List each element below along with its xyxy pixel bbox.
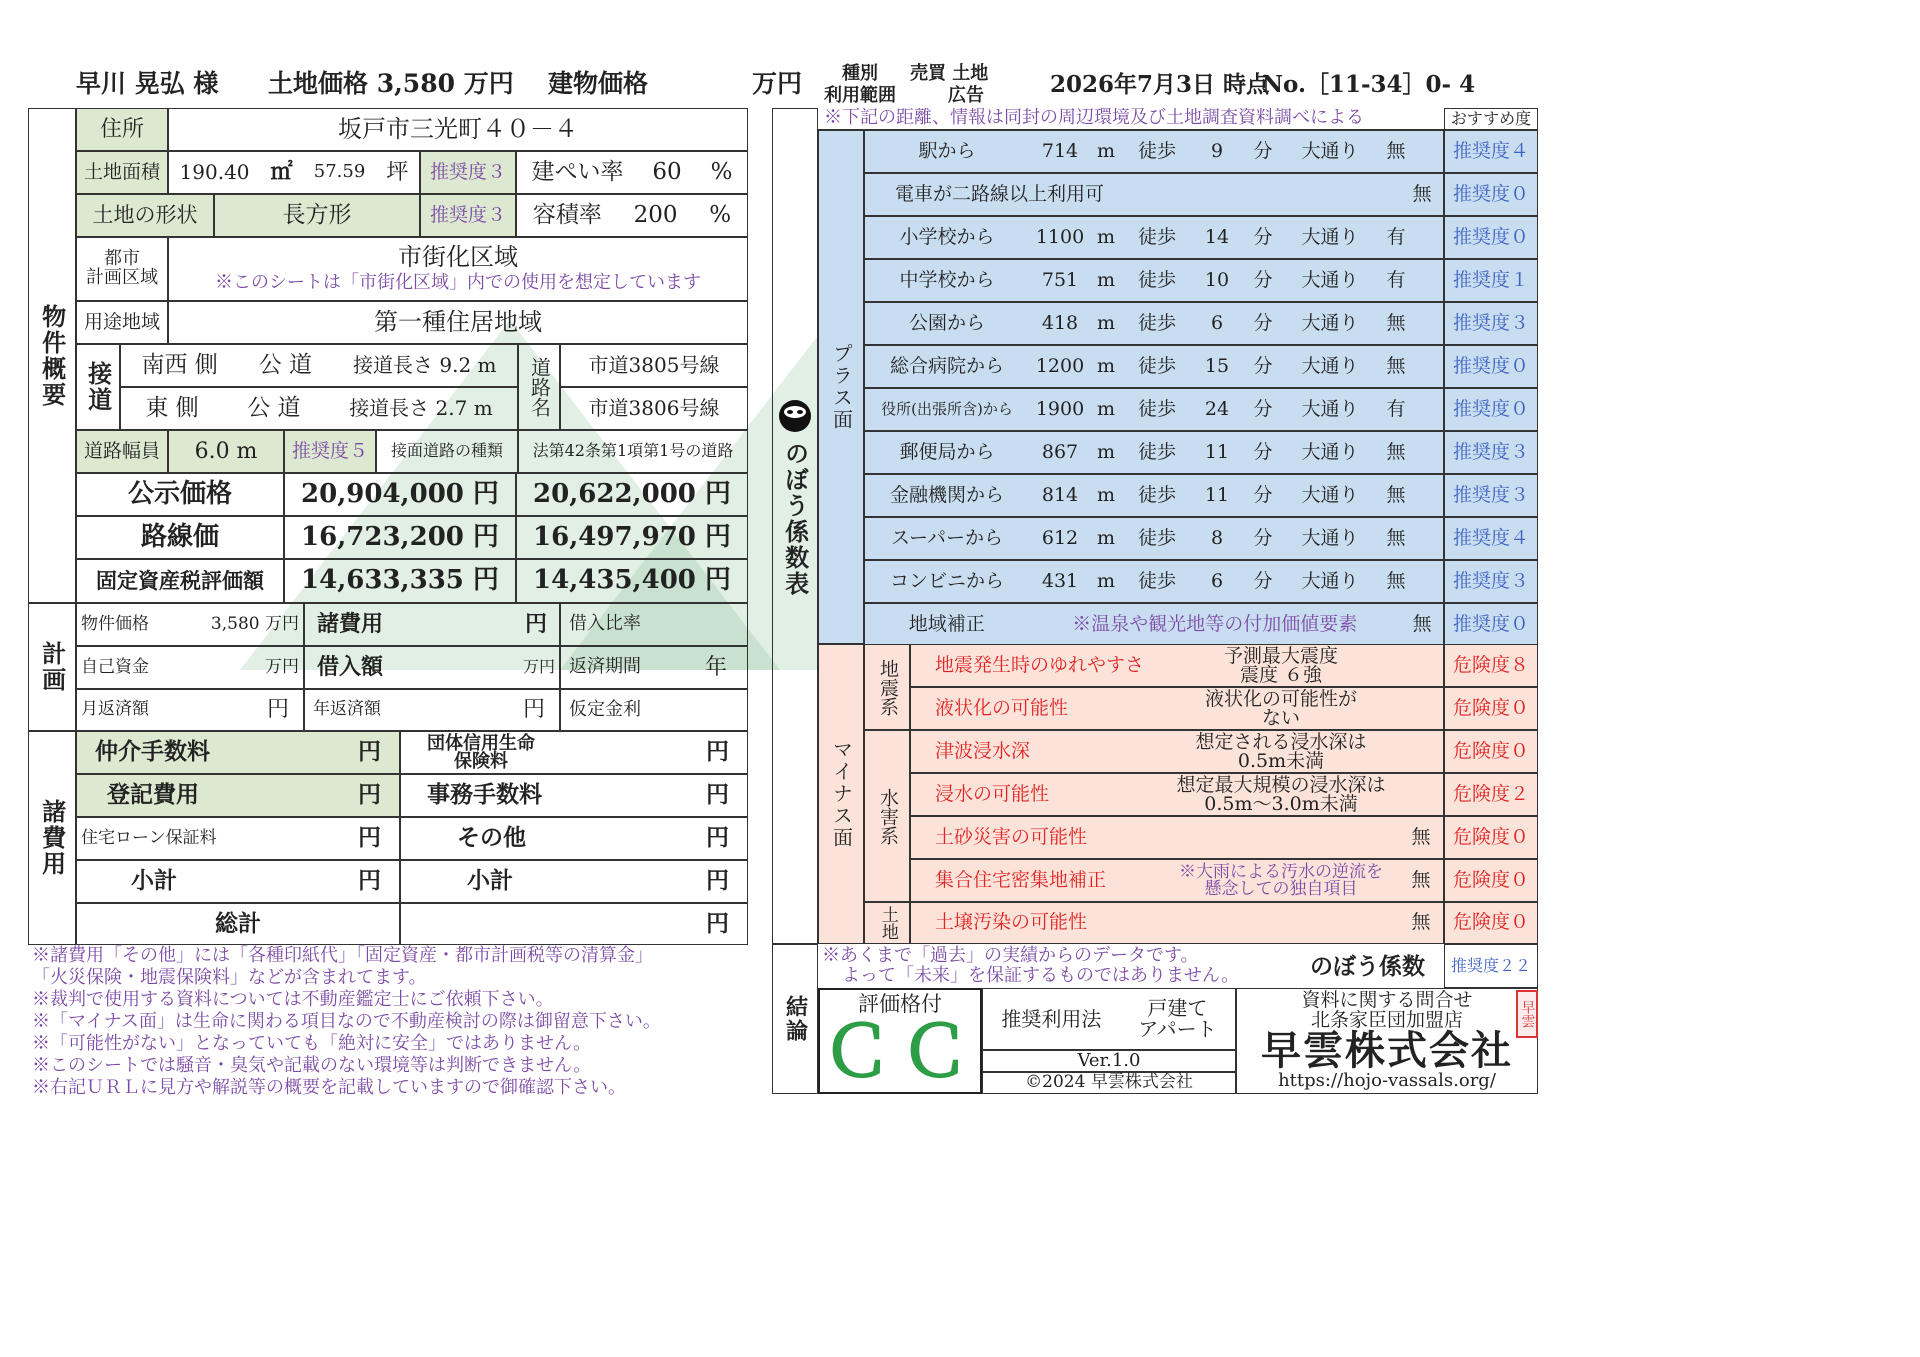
dantai-label: 団体信用生命 保険料	[427, 732, 535, 772]
sonota-cell	[400, 817, 748, 860]
chukai-cell	[76, 731, 400, 774]
plus-row-minutes: 24	[1204, 397, 1230, 420]
own-funds-unit: 万円	[265, 656, 299, 677]
nobo-coefficient-label: のぼう係数	[1310, 953, 1425, 980]
plus-row-name: 電車が二路線以上利用可	[895, 182, 1105, 205]
note-line: 「火災保険・地震保険料」などが含まれてます。	[32, 967, 427, 988]
company-name: 早雲株式会社	[1261, 1027, 1513, 1075]
chukai-unit: 円	[358, 738, 381, 766]
subtotal-left-unit: 円	[358, 867, 381, 895]
far-label: 容積率	[532, 202, 602, 229]
land-area-rec: 推奨度３	[420, 151, 516, 194]
plus-row-distance: 751	[1041, 268, 1079, 291]
kotei-label: 固定資産税評価額	[76, 559, 284, 603]
use-value: 広告	[948, 85, 984, 106]
land-area-tsubo: 57.59	[313, 161, 366, 183]
plus-row-rec: 推奨度０	[1444, 345, 1538, 388]
plus-row-walk-label: 徒歩	[1137, 354, 1176, 377]
plus-row-name: 総合病院から	[889, 354, 1004, 377]
minus-row-name: 津波浸水深	[935, 739, 1031, 762]
plus-row-walk-label: 徒歩	[1137, 569, 1176, 592]
minus-row-has: 無	[1411, 868, 1431, 891]
usage-value: 戸建て アパート	[1138, 996, 1217, 1041]
chukai-label: 仲介手数料	[95, 738, 210, 766]
plus-row-min-unit: 分	[1253, 526, 1273, 549]
plus-row-road: 大通り	[1301, 569, 1359, 592]
plus-row-name: 地域補正	[908, 612, 985, 635]
minus-row-name: 土壌汚染の可能性	[935, 911, 1088, 934]
city-plan-label: 都市 計画区域	[76, 237, 168, 301]
plus-row-walk-label: 徒歩	[1137, 526, 1176, 549]
period-label: 返済期間	[569, 656, 641, 678]
plus-row-m-unit: m	[1096, 440, 1116, 463]
plus-row-minutes: 6	[1210, 569, 1224, 592]
bcr-label: 建ぺい率	[531, 159, 624, 186]
plus-row-walk-label: 徒歩	[1137, 268, 1176, 291]
plus-row	[864, 345, 1444, 388]
plus-row-has: 無	[1412, 612, 1432, 635]
plus-row-road: 大通り	[1301, 483, 1359, 506]
monthly-unit: 円	[266, 697, 289, 723]
subtotal-right-label: 小計	[467, 867, 513, 895]
shohiyo-label: 諸費用	[317, 610, 384, 637]
plus-row-distance: 814	[1041, 483, 1079, 506]
minus-row	[910, 816, 1444, 859]
road2-name: 市道3806号線	[560, 387, 748, 430]
usage-box	[982, 988, 1236, 1050]
plus-row-min-unit: 分	[1253, 483, 1273, 506]
hosho-label: 住宅ローン保証料	[81, 827, 217, 848]
plus-row-distance: 612	[1041, 526, 1079, 549]
minus-row-info: 予測最大震度 震度 ６強	[1223, 644, 1338, 686]
total-unit: 円	[706, 909, 729, 937]
bottom-note-2: よって「未来」を保証するものではありません。	[842, 965, 1240, 986]
minus-row-rec: 危険度０	[1444, 902, 1538, 944]
plus-row-m-unit: m	[1096, 397, 1116, 420]
minus-row-has: 無	[1411, 911, 1431, 934]
monthly-label: 月返済額	[81, 699, 149, 720]
nobo-title-column	[772, 108, 818, 944]
minus-row	[910, 859, 1444, 902]
zoning-label: 用途地域	[76, 301, 168, 344]
minus-row-rec: 危険度０	[1444, 859, 1538, 902]
plus-row-name: コンビニから	[889, 569, 1004, 592]
period-unit: 年	[704, 654, 727, 680]
jimu-label: 事務手数料	[427, 781, 542, 809]
zoning-value: 第一種住居地域	[168, 301, 748, 344]
plus-row-has: 無	[1386, 569, 1406, 592]
plus-row-distance: 431	[1041, 569, 1079, 592]
road1-cell	[120, 344, 518, 387]
plus-row-min-unit: 分	[1253, 139, 1273, 162]
subtotal-left-cell	[76, 860, 400, 903]
shohiyo-cell	[304, 603, 560, 646]
plus-row	[864, 259, 1444, 302]
shape-value: 長方形	[214, 194, 420, 237]
plus-row-rec: 推奨度３	[1444, 474, 1538, 517]
bukken-cell	[76, 603, 304, 646]
road-name-label: 道路名	[518, 344, 560, 430]
plus-row-name: 役所(出張所含)から	[881, 399, 1013, 418]
plus-row-min-unit: 分	[1253, 397, 1273, 420]
suigai-label: 水害系	[864, 730, 910, 902]
bcr-cell	[516, 151, 748, 194]
road1-length: 接道長さ 9.2 m	[353, 353, 497, 377]
plus-row-distance: 1100	[1035, 225, 1085, 248]
plus-row-m-unit: m	[1096, 311, 1116, 334]
city-plan-value: 市街化区域	[398, 242, 518, 271]
minus-row-rec: 危険度２	[1444, 773, 1538, 816]
shape-label: 土地の形状	[76, 194, 214, 237]
own-funds-cell	[76, 646, 304, 689]
rate-label: 仮定金利	[560, 689, 748, 731]
plus-row-name: 駅から	[918, 139, 976, 162]
plus-row	[864, 517, 1444, 560]
minus-row	[910, 687, 1444, 730]
land-area-m2: 190.40	[179, 160, 250, 184]
as-of-date: 2026年7月3日 時点	[1050, 71, 1270, 98]
land-area-value	[168, 151, 420, 194]
plus-row-has: 無	[1386, 311, 1406, 334]
note-line: ※右記ＵＲＬに見方や解説等の概要を記載していますので御確認下さい。	[32, 1077, 626, 1098]
plus-row-has: 無	[1412, 182, 1432, 205]
plus-row-distance: 1200	[1035, 354, 1085, 377]
borrow-ratio-label: 借入比率	[560, 603, 748, 646]
far-cell	[516, 194, 748, 237]
annual-cell	[304, 689, 560, 731]
subtotal-right-cell	[400, 860, 748, 903]
plus-row	[864, 216, 1444, 259]
plus-label: プラス面	[818, 130, 864, 644]
minus-row-info: 想定される浸水深は 0.5m未満	[1195, 730, 1367, 772]
section-shohiyo: 諸費用	[28, 731, 76, 945]
plus-row-distance: 714	[1041, 139, 1079, 162]
far-value: 200	[633, 202, 678, 229]
use-label: 利用範囲	[824, 85, 896, 106]
plus-row-rec: 推奨度０	[1444, 388, 1538, 431]
plus-row-road: 大通り	[1301, 354, 1359, 377]
minus-row-name: 集合住宅密集地補正	[935, 868, 1107, 891]
customer-name: 早川 晃弘 様	[76, 69, 219, 98]
minus-row-has: 無	[1411, 825, 1431, 848]
minus-row-rec: 危険度０	[1444, 730, 1538, 773]
plus-row-rec: 推奨度３	[1444, 431, 1538, 474]
company-seal: 早雲	[1516, 990, 1538, 1038]
subtotal-left-label: 小計	[131, 867, 177, 895]
left-notes	[32, 945, 661, 1099]
toki-label: 登記費用	[107, 781, 199, 809]
road-kind-value: 法第42条第1項第1号の道路	[518, 430, 748, 473]
far-pct: %	[709, 202, 732, 229]
plus-row-min-unit: 分	[1253, 354, 1273, 377]
minus-row-rec: 危険度８	[1444, 644, 1538, 687]
plus-row-distance: 867	[1041, 440, 1079, 463]
nobo-coefficient-rec: 推奨度２２	[1444, 944, 1538, 988]
land-price: 土地価格 3,580 万円	[268, 69, 514, 98]
kind-label: 種別	[842, 63, 878, 84]
bcr-pct: %	[710, 159, 733, 186]
minus-row-name: 土砂災害の可能性	[935, 825, 1088, 848]
plus-row-minutes: 6	[1210, 311, 1224, 334]
plus-row-m-unit: m	[1096, 354, 1116, 377]
contact-line-1: 資料に関する問合せ	[1301, 988, 1473, 1011]
plus-row-name: 金融機関から	[889, 483, 1004, 506]
note-line: ※「マイナス面」は生命に関わる項目なので不動産検討の際は御留意下さい。	[32, 1011, 661, 1032]
plus-row-min-unit: 分	[1253, 440, 1273, 463]
kind-value: 売買 土地	[910, 63, 989, 84]
plus-row	[864, 603, 1444, 646]
road1-name: 市道3805号線	[560, 344, 748, 387]
unit-m2: ㎡	[270, 158, 293, 185]
plus-row-walk-label: 徒歩	[1137, 440, 1176, 463]
usage-label: 推奨利用法	[1001, 1006, 1102, 1031]
note-line: ※裁判で使用する資料については不動産鑑定士にご依頼下さい。	[32, 989, 554, 1010]
plus-row-road: 大通り	[1301, 311, 1359, 334]
plus-row-road: 大通り	[1301, 440, 1359, 463]
road-kind-label: 接面道路の種類	[376, 430, 518, 473]
minus-row-name: 地震発生時のゆれやすさ	[935, 653, 1145, 676]
top-note: ※下記の距離、情報は同封の周辺環境及び土地調査資料調べによる	[818, 108, 1444, 130]
plus-row-minutes: 9	[1210, 139, 1224, 162]
nobo-title: のぼう係数表	[780, 441, 810, 597]
plus-row-m-unit: m	[1096, 225, 1116, 248]
grade-value: ＣＣ	[822, 1010, 978, 1094]
shohiyo-unit: 円	[524, 610, 547, 637]
toki-unit: 円	[358, 781, 381, 809]
plus-row-rec: 推奨度０	[1444, 603, 1538, 646]
plus-row-rec: 推奨度０	[1444, 173, 1538, 216]
plus-row-name: 中学校から	[899, 268, 995, 291]
road2-cell	[120, 387, 518, 430]
plus-row-has: 無	[1386, 354, 1406, 377]
plus-row-distance: 418	[1041, 311, 1079, 334]
dojo-label: 土地	[864, 902, 910, 944]
minus-row-rec: 危険度０	[1444, 816, 1538, 859]
plus-row-minutes: 10	[1204, 268, 1230, 291]
plus-row-note: ※温泉や観光地等の付加価値要素	[1072, 612, 1358, 635]
bukken-label: 物件価格	[81, 613, 149, 634]
plus-row-rec: 推奨度４	[1444, 130, 1538, 173]
building-price-unit: 万円	[752, 69, 803, 98]
minus-row-name: 液状化の可能性	[935, 696, 1069, 719]
plus-row-road: 大通り	[1301, 225, 1359, 248]
plus-row-has: 有	[1386, 225, 1406, 248]
annual-label: 年返済額	[313, 699, 381, 720]
rosen-value-1: 16,723,200 円	[284, 516, 516, 559]
plus-row-has: 無	[1386, 139, 1406, 162]
plus-row-minutes: 11	[1204, 440, 1230, 463]
note-line: ※「可能性がない」となっていても「絶対に安全」ではありません。	[32, 1033, 592, 1054]
minus-row	[910, 773, 1444, 816]
plus-row-walk-label: 徒歩	[1137, 483, 1176, 506]
shape-rec: 推奨度３	[420, 194, 516, 237]
copyright: ©2024 早雲株式会社	[982, 1072, 1236, 1094]
plus-row-road: 大通り	[1301, 526, 1359, 549]
bukken-value: 3,580 万円	[210, 613, 299, 634]
ketsuron-label: 結論	[772, 944, 818, 1094]
plus-row-rec: 推奨度３	[1444, 302, 1538, 345]
road-width-value: 6.0 m	[168, 430, 284, 473]
plus-row-rec: 推奨度０	[1444, 216, 1538, 259]
plus-row-road: 大通り	[1301, 268, 1359, 291]
plus-row-m-unit: m	[1096, 483, 1116, 506]
hosho-cell	[76, 817, 400, 860]
total-label-cell	[76, 903, 400, 945]
address-value: 坂戸市三光町４０－４	[168, 108, 748, 151]
contact-box	[1236, 988, 1538, 1094]
minus-row-rec: 危険度０	[1444, 687, 1538, 730]
plus-row	[864, 388, 1444, 431]
total-label: 総計	[215, 909, 261, 937]
plus-row-walk-label: 徒歩	[1137, 311, 1176, 334]
kotei-value-1: 14,633,335 円	[284, 559, 516, 603]
plus-row-min-unit: 分	[1253, 225, 1273, 248]
koji-value-2: 20,622,000 円	[516, 473, 748, 516]
minus-row	[910, 644, 1444, 687]
minus-row-info: ※大雨による汚水の逆流を 懸念しての独自項目	[1179, 861, 1383, 899]
rosen-value-2: 16,497,970 円	[516, 516, 748, 559]
subtotal-right-unit: 円	[706, 867, 729, 895]
land-area-label: 土地面積	[76, 151, 168, 194]
city-plan-note: ※このシートは「市街化区域」内での使用を想定しています	[215, 272, 701, 294]
minus-label: マイナス面	[818, 644, 864, 944]
plus-row-name: スーパーから	[890, 526, 1004, 549]
sheet-number: No.［11-34］0- 4	[1262, 71, 1476, 98]
plus-row-minutes: 15	[1204, 354, 1230, 377]
plus-row-name: 公園から	[908, 311, 985, 334]
plus-row-rec: 推奨度１	[1444, 259, 1538, 302]
plus-row-road: 大通り	[1301, 139, 1359, 162]
plus-row-min-unit: 分	[1253, 569, 1273, 592]
road1-direction: 南西 側	[141, 352, 218, 379]
section-keikaku: 計画	[28, 603, 76, 731]
minus-row-name: 浸水の可能性	[935, 782, 1050, 805]
plus-row	[864, 560, 1444, 603]
plus-row-walk-label: 徒歩	[1137, 139, 1176, 162]
unit-tsubo: 坪	[386, 159, 409, 185]
plus-row-m-unit: m	[1096, 268, 1116, 291]
bottom-note-1: ※あくまで「過去」の実績からのデータです。	[822, 945, 1199, 966]
jimu-unit: 円	[706, 781, 729, 809]
road-width-rec: 推奨度５	[284, 430, 376, 473]
hosho-unit: 円	[358, 824, 381, 852]
note-line: ※諸費用「その他」には「各種印紙代」「固定資産・都市計画税等の清算金」	[32, 945, 653, 966]
minus-row-info: 液状化の可能性が ない	[1204, 687, 1357, 729]
koji-value-1: 20,904,000 円	[284, 473, 516, 516]
plus-row-rec: 推奨度４	[1444, 517, 1538, 560]
section-bukken-gaiyo: 物件概要	[28, 108, 76, 603]
plus-row-has: 無	[1386, 483, 1406, 506]
plus-row-minutes: 14	[1204, 225, 1230, 248]
plus-row-has: 有	[1386, 268, 1406, 291]
plus-row-walk-label: 徒歩	[1137, 225, 1176, 248]
plus-row	[864, 431, 1444, 474]
plus-row-rec: 推奨度３	[1444, 560, 1538, 603]
address-label: 住所	[76, 108, 168, 151]
plus-row-name: 郵便局から	[899, 440, 995, 463]
plus-row-m-unit: m	[1096, 526, 1116, 549]
monthly-cell	[76, 689, 304, 731]
plus-row	[864, 130, 1444, 173]
sonota-unit: 円	[706, 824, 729, 852]
own-funds-label: 自己資金	[81, 656, 149, 677]
road-width-label: 道路幅員	[76, 430, 168, 473]
dantai-unit: 円	[706, 738, 729, 766]
toki-cell	[76, 774, 400, 817]
city-plan-cell	[168, 237, 748, 301]
plus-row-walk-label: 徒歩	[1137, 397, 1176, 420]
bcr-value: 60	[652, 159, 682, 186]
plus-row-name: 小学校から	[899, 225, 995, 248]
road-label: 接道	[76, 344, 120, 430]
building-price-label: 建物価格	[548, 69, 649, 98]
note-line: ※このシートでは騒音・臭気や記載のない環境等は判断できません。	[32, 1055, 592, 1076]
plus-row-minutes: 8	[1210, 526, 1224, 549]
plus-row-m-unit: m	[1096, 139, 1116, 162]
road2-direction: 東 側	[145, 395, 199, 422]
sonota-label: その他	[457, 824, 526, 852]
plus-row-has: 無	[1386, 526, 1406, 549]
grade-box	[818, 988, 982, 1094]
minus-row	[910, 902, 1444, 944]
plus-row-has: 無	[1386, 440, 1406, 463]
plus-row	[864, 302, 1444, 345]
plus-row-road: 大通り	[1301, 397, 1359, 420]
kotei-value-2: 14,435,400 円	[516, 559, 748, 603]
annual-unit: 円	[522, 697, 545, 723]
road2-type: 公 道	[247, 395, 301, 422]
rosen-label: 路線価	[76, 516, 284, 559]
plus-row-minutes: 11	[1204, 483, 1230, 506]
plus-row-has: 有	[1386, 397, 1406, 420]
minus-row-info: 想定最大規模の浸水深は 0.5m～3.0m未満	[1176, 773, 1386, 815]
plus-row-min-unit: 分	[1253, 268, 1273, 291]
road2-length: 接道長さ 2.7 m	[349, 396, 493, 420]
grade-label: 評価格付	[858, 992, 942, 1017]
plus-row-distance: 1900	[1035, 397, 1085, 420]
period-cell	[560, 646, 748, 689]
loan-unit: 万円	[522, 657, 555, 677]
dantai-cell	[400, 731, 748, 774]
version: Ver.1.0	[982, 1050, 1236, 1072]
jishin-label: 地震系	[864, 644, 910, 730]
road1-type: 公 道	[258, 352, 313, 379]
yin-yang-icon	[778, 399, 812, 433]
jimu-cell	[400, 774, 748, 817]
total-value-cell	[400, 903, 748, 945]
loan-label: 借入額	[317, 653, 384, 680]
koji-label: 公示価格	[76, 473, 284, 516]
plus-row-min-unit: 分	[1253, 311, 1273, 334]
minus-row	[910, 730, 1444, 773]
plus-row	[864, 173, 1444, 216]
plus-row-m-unit: m	[1096, 569, 1116, 592]
company-url: https://hojo-vassals.org/	[1278, 1070, 1496, 1092]
contact-line-2: 北条家臣団加盟店	[1310, 1008, 1463, 1031]
plus-row	[864, 474, 1444, 517]
osusume-header: おすすめ度	[1444, 108, 1538, 130]
loan-cell	[304, 646, 560, 689]
